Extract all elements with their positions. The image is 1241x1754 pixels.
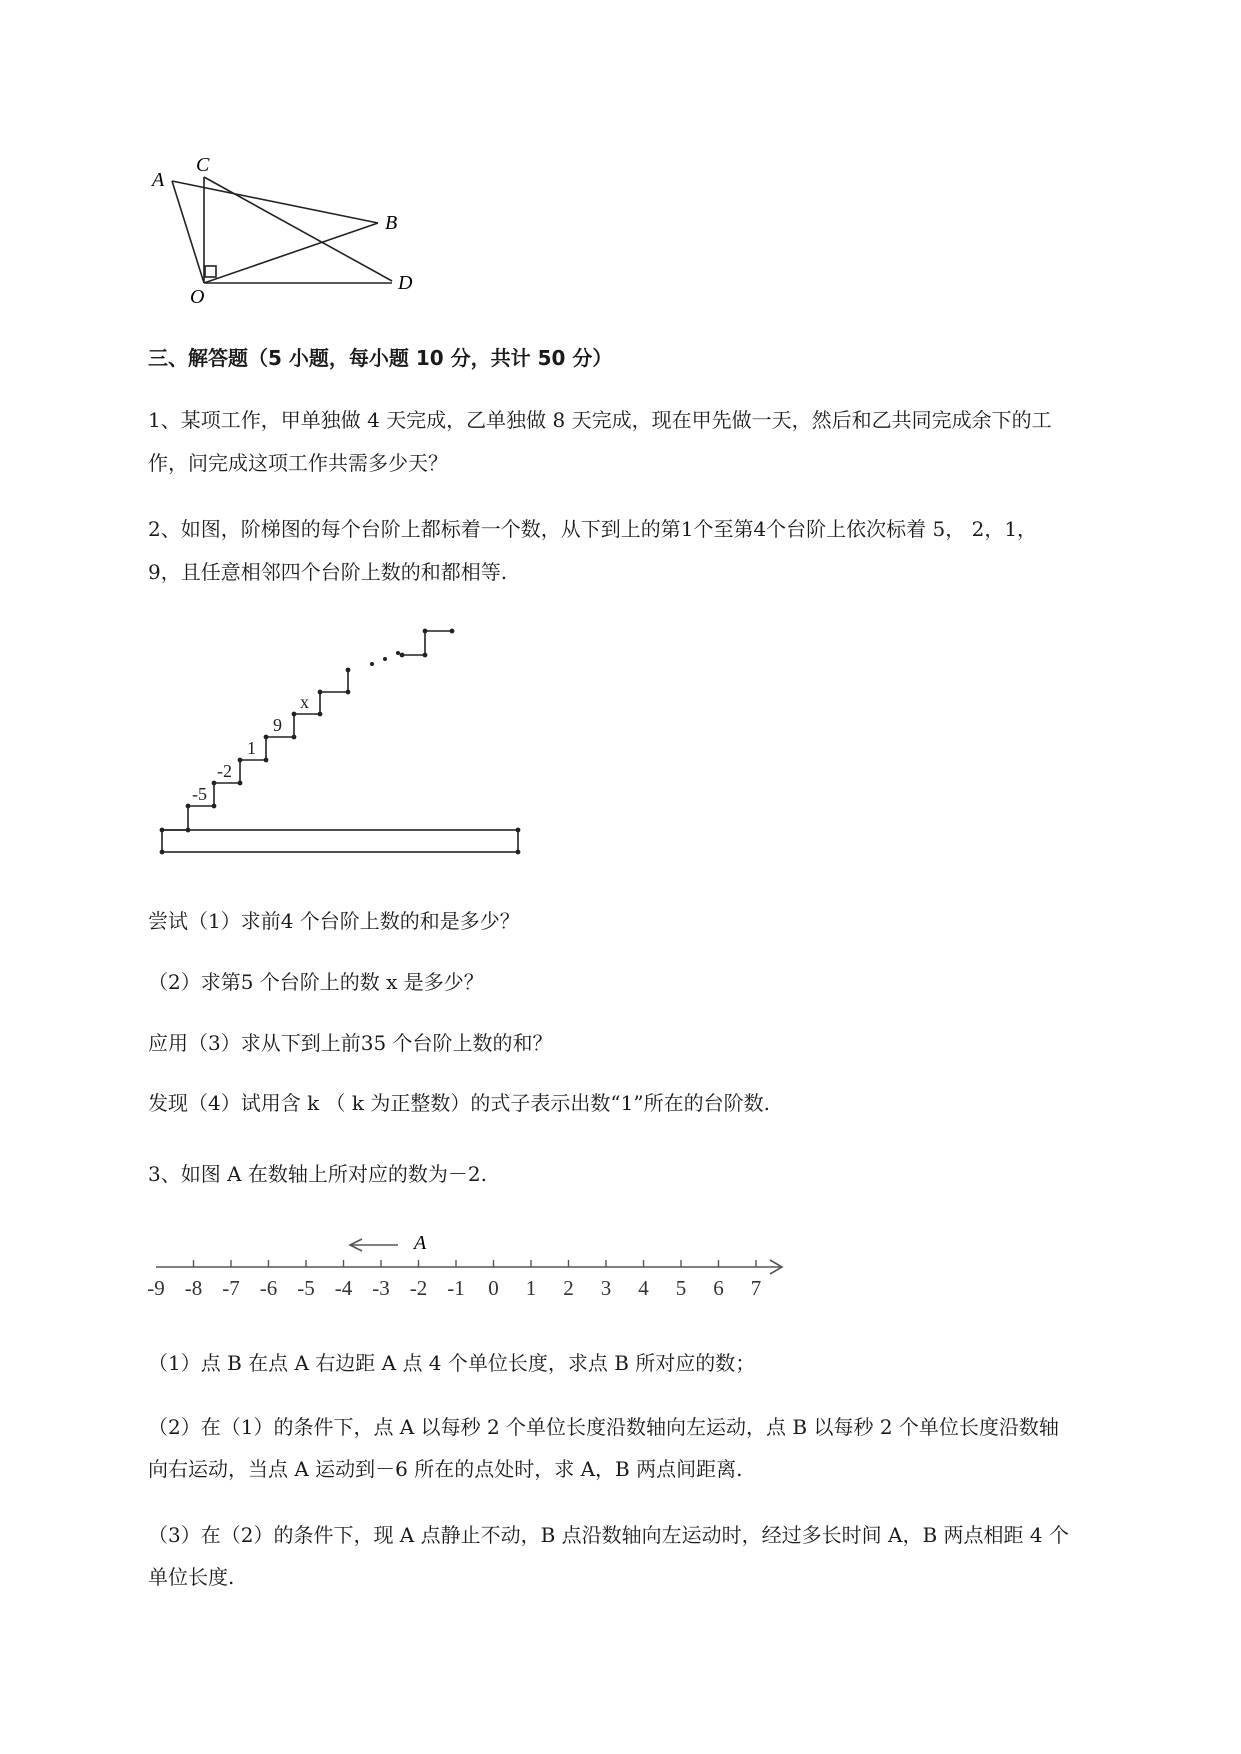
- segment-ao: [172, 181, 204, 283]
- step-dot: [516, 828, 521, 833]
- q2-part-1: 尝试（1）求前4 个台阶上数的和是多少？: [148, 909, 520, 933]
- tick-label: 6: [713, 1276, 724, 1300]
- triangle-figure: [140, 145, 430, 305]
- q1-line-1: 1、某项工作，甲单独做 4 天完成，乙单独做 8 天完成，现在甲先做一天，然后和乙共同完成余下的工: [148, 408, 1052, 432]
- q1-line-2: 作，问完成这项工作共需多少天？: [148, 451, 448, 475]
- step-dot: [292, 735, 297, 740]
- staircase-top-steps: [402, 631, 452, 655]
- ellipsis-dot: [370, 662, 374, 666]
- tick-label: 3: [600, 1276, 612, 1300]
- q3-part-1: （1）点 B 在点 A 右边距 A 点 4 个单位长度，求点 B 所对应的数；: [148, 1351, 756, 1375]
- step-dot: [238, 758, 243, 763]
- step-dot: [212, 804, 217, 809]
- label-o: O: [190, 286, 205, 305]
- step-dot: [318, 712, 323, 717]
- ellipsis-dot: [383, 657, 387, 661]
- label-d: D: [398, 272, 413, 294]
- step-dot: [264, 758, 269, 763]
- q2-part-2: （2）求第5 个台阶上的数 x 是多少？: [148, 970, 484, 994]
- step-dot: [400, 653, 405, 658]
- step-dot: [160, 850, 165, 855]
- label-a: A: [152, 169, 165, 191]
- segment-ob: [204, 223, 378, 283]
- step-label-3: 1: [247, 738, 256, 758]
- tick-label: -3: [372, 1276, 390, 1300]
- q2-line-2: 9，且任意相邻四个台阶上数的和都相等.: [148, 560, 508, 584]
- tick-label: 2: [563, 1276, 574, 1300]
- q3-part-2: （2）在（1）的条件下，点 A 以每秒 2 个单位长度沿数轴向左运动，点 B 以每秒 2 个单位长度沿数轴: [148, 1415, 1059, 1439]
- step-label-5: x: [300, 692, 309, 712]
- step-dot: [346, 668, 351, 673]
- section-heading: 三、解答题（5 小题，每小题 10 分，共计 50 分）: [148, 346, 613, 370]
- step-dot: [318, 690, 323, 695]
- label-b: B: [385, 212, 398, 234]
- step-dot: [264, 735, 269, 740]
- q2-part-4: 发现（4）试用含 k （ k 为正整数）的式子表示出数“1”所在的台阶数.: [148, 1091, 770, 1115]
- ellipsis-dot: [396, 651, 400, 655]
- q2-line-1: 2、如图，阶梯图的每个台阶上都标着一个数，从下到上的第1个至第4个台阶上依次标着 5， 2，1，: [148, 517, 1038, 541]
- step-label-1: -5: [192, 784, 207, 804]
- q3-part-4: （3）在（2）的条件下，现 A 点静止不动，B 点沿数轴向左运动时，经过多长时间 A，B 两点相距 4 个: [148, 1523, 1069, 1547]
- tick-label: -8: [184, 1276, 203, 1300]
- step-label-2: -2: [217, 761, 232, 781]
- tick-label: -7: [222, 1276, 240, 1300]
- tick-label: 5: [675, 1276, 687, 1300]
- q2-part-3: 应用（3）求从下到上前35 个台阶上数的和？: [148, 1031, 553, 1055]
- step-dot: [346, 690, 351, 695]
- tick-label: -2: [409, 1276, 428, 1300]
- staircase-base: [162, 830, 518, 852]
- step-dot: [423, 653, 428, 658]
- tick-label: -4: [334, 1276, 353, 1300]
- step-dot: [186, 828, 191, 833]
- step-dot: [186, 804, 191, 809]
- label-c: C: [196, 154, 210, 176]
- q3-part-5: 单位长度.: [148, 1565, 235, 1589]
- step-dot: [450, 629, 455, 634]
- step-label-4: 9: [273, 715, 282, 735]
- tick-label: -9: [147, 1276, 165, 1300]
- tick-label: 0: [488, 1276, 499, 1300]
- step-dot: [516, 850, 521, 855]
- step-dot: [423, 629, 428, 634]
- tick-label: 7: [750, 1276, 762, 1300]
- number-line-figure: [140, 1225, 800, 1305]
- tick-label: -5: [297, 1276, 315, 1300]
- step-dot: [292, 712, 297, 717]
- segment-cd: [204, 177, 392, 281]
- point-a-label: A: [414, 1232, 427, 1254]
- q3-part-3: 向右运动，当点 A 运动到－6 所在的点处时，求 A，B 两点间距离.: [148, 1457, 743, 1481]
- step-dot: [212, 781, 217, 786]
- tick-label: 4: [638, 1276, 649, 1300]
- step-dot: [238, 781, 243, 786]
- q3-line-1: 3、如图 A 在数轴上所对应的数为－2.: [148, 1162, 487, 1186]
- staircase-figure: [150, 615, 530, 860]
- tick-label: 1: [525, 1276, 537, 1300]
- tick-label: -6: [259, 1276, 278, 1300]
- step-dot: [160, 828, 165, 833]
- tick-label: -1: [447, 1276, 465, 1300]
- right-angle-mark: [205, 266, 216, 277]
